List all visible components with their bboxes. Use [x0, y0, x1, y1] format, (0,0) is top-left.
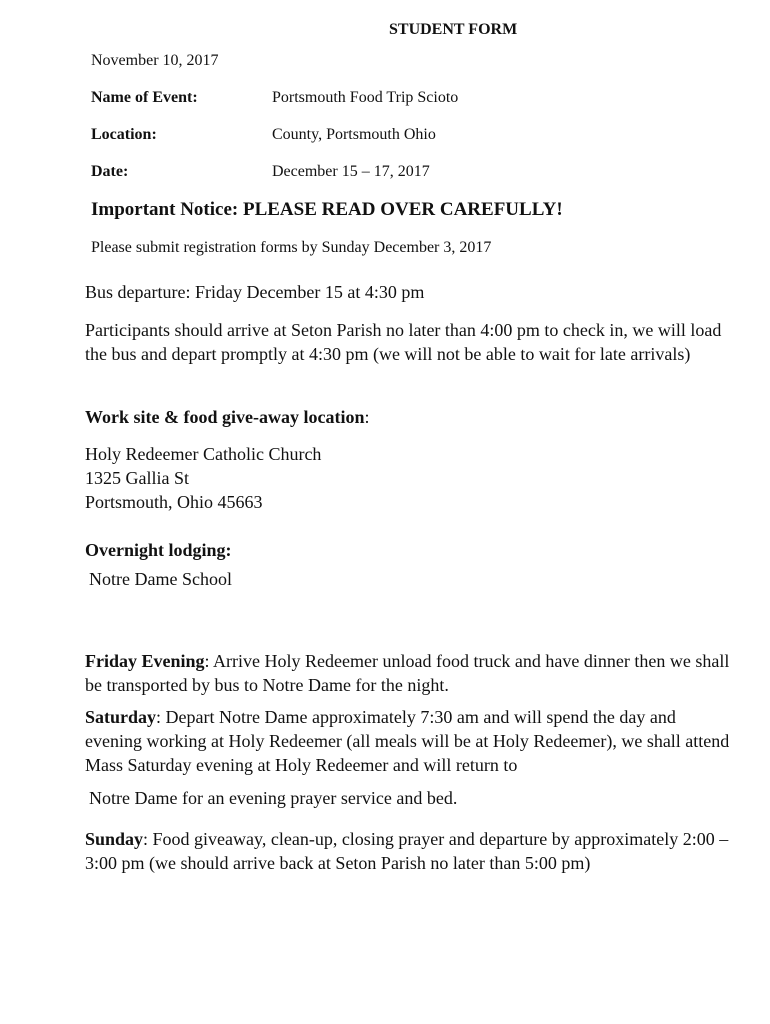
saturday-label: Saturday	[85, 707, 157, 727]
event-date-value: December 15 – 17, 2017	[272, 163, 430, 180]
event-name-value: Portsmouth Food Trip Scioto	[272, 89, 459, 106]
address-line-1: Holy Redeemer Catholic Church	[85, 444, 322, 464]
lodging-value: Notre Dame School	[89, 569, 232, 589]
event-date-label: Date:	[91, 163, 129, 180]
saturday-continuation: Notre Dame for an evening prayer service and bed.	[89, 788, 458, 808]
address-line-3: Portsmouth, Ohio 45663	[85, 492, 263, 512]
work-site-label: Work site & food give-away location	[85, 407, 365, 427]
event-name-label: Name of Event:	[91, 89, 198, 106]
work-site-colon: :	[364, 407, 370, 427]
friday-text: : Arrive Holy Redeemer unload food truck and have dinner then we shall be transported by bus to Notre Dame for the night.	[85, 651, 730, 695]
sunday-text: : Food giveaway, clean-up, closing prayer and departure by approximately 2:00 – 3:00 pm (we should arrive back at Seton Parish no later than 5:00 pm)	[85, 829, 729, 873]
bus-departure: Bus departure: Friday December 15 at 4:30 pm	[85, 282, 425, 302]
arrival-note: Participants should arrive at Seton Parish no later than 4:00 pm to check in, we will load the bus and depart promptly at 4:30 pm (we will not be able to wait for late arrivals)	[85, 320, 722, 364]
location-label: Location:	[91, 126, 157, 143]
form-date: November 10, 2017	[91, 52, 219, 69]
work-site-address	[85, 442, 735, 514]
submit-deadline: Please submit registration forms by Sunday December 3, 2017	[91, 239, 492, 256]
work-site-heading	[85, 405, 735, 429]
friday-schedule	[85, 649, 735, 697]
address-line-2: 1325 Gallia St	[85, 468, 189, 488]
friday-label: Friday Evening	[85, 651, 205, 671]
saturday-schedule	[85, 705, 735, 777]
lodging-label: Overnight lodging:	[85, 540, 232, 560]
saturday-text: : Depart Notre Dame approximately 7:30 am and will spend the day and evening working at Holy Redeemer (all meals will be at Holy Redeemer), we shall attend Mass Saturday evening at Holy Redeemer and will return to	[85, 707, 730, 775]
form-title: STUDENT FORM	[389, 21, 518, 38]
location-value: County, Portsmouth Ohio	[272, 126, 436, 143]
sunday-schedule	[85, 827, 735, 875]
sunday-label: Sunday	[85, 829, 144, 849]
important-notice: Important Notice: PLEASE READ OVER CAREFULLY!	[91, 199, 563, 220]
